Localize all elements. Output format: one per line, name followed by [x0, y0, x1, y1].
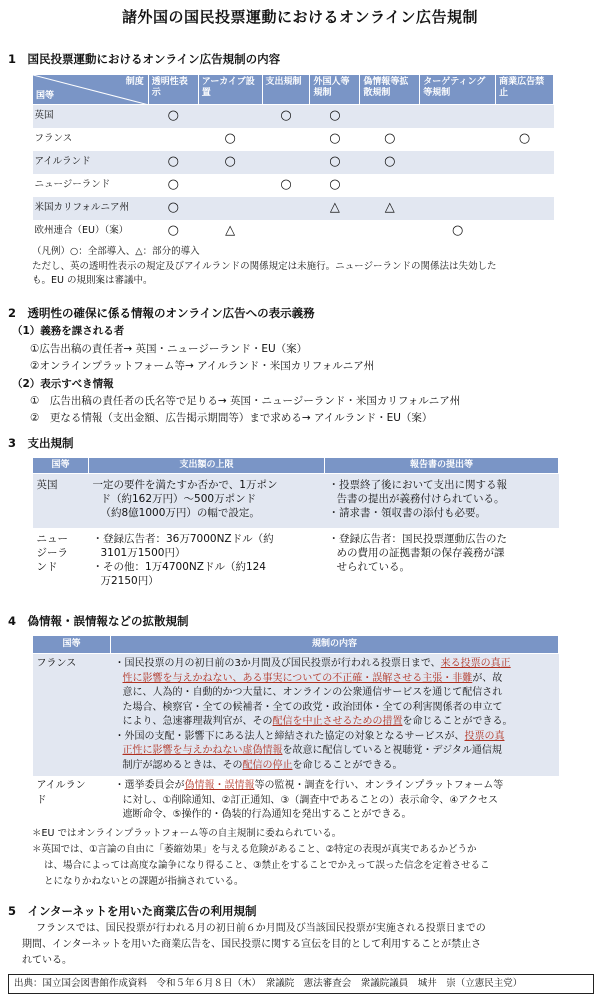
note-line: とになりかねないとの課題が指摘されている。	[44, 876, 244, 887]
row-country: 欧州連合（EU）（案）	[33, 220, 149, 243]
table-row	[33, 105, 554, 128]
adoption-cell	[496, 105, 554, 128]
partial-mark: △	[225, 222, 236, 238]
adoption-cell	[262, 197, 310, 220]
row-country: フランス	[33, 654, 111, 777]
full-mark: ○	[224, 130, 236, 146]
full-mark: ○	[329, 108, 341, 124]
adoption-cell	[198, 151, 262, 174]
row-country: アイルランド	[33, 151, 149, 174]
adoption-cell	[310, 174, 360, 197]
adoption-cell	[198, 128, 262, 151]
partial-mark: △	[329, 199, 340, 215]
note-line: は、場合によっては高度な論争になり得ること、③禁止をすることでかえって誤った信念を定着させるこ	[44, 860, 490, 871]
adoption-cell	[420, 220, 496, 243]
row-country: 英国	[33, 474, 89, 528]
table-row	[33, 174, 554, 197]
limit-cell: 一定の要件を満たすか否かで、1万ポン ド（約162万円）～500万ポンド （約8億1000万円）の幅で設定。	[89, 474, 325, 528]
full-mark: ○	[329, 176, 341, 192]
table-row	[33, 197, 554, 220]
full-mark: ○	[280, 176, 292, 192]
adoption-cell	[262, 220, 310, 243]
full-mark: ○	[167, 153, 179, 169]
adoption-cell	[262, 128, 310, 151]
list-item: ② 更なる情報（支出金額、広告掲示期間等）まで求める→ アイルランド・EU（案）	[30, 412, 433, 424]
adoption-cell	[420, 128, 496, 151]
partial-mark: △	[384, 199, 395, 215]
list-item: ① 広告出稿の責任者の氏名等で足りる→ 英国・ニュージーランド・米国カリフォルニア州	[30, 395, 461, 407]
column-header: 偽情報等拡散規制	[360, 75, 420, 105]
adoption-cell	[420, 151, 496, 174]
full-mark: ○	[280, 108, 292, 124]
full-mark: ○	[167, 176, 179, 192]
adoption-cell	[360, 151, 420, 174]
adoption-cell	[198, 220, 262, 243]
adoption-cell	[148, 197, 198, 220]
row-country: アイルラン ド	[33, 776, 111, 844]
full-mark: ○	[224, 153, 236, 169]
row-country: ニュージーランド	[33, 174, 149, 197]
list-item: ①広告出稿の責任者→ 英国・ニュージーランド・EU（案）	[30, 343, 308, 355]
paragraph-line: フランスでは、国民投票が行われる月の初日前６か月間及び当該国民投票が実施される投票日までの	[36, 923, 486, 934]
adoption-cell	[198, 174, 262, 197]
note-line: も。EU の規則案は審議中。	[32, 275, 153, 286]
corner-label-bottom: 国等	[36, 91, 55, 102]
section1-heading: 1 国民投票運動におけるオンライン広告規制の内容	[8, 52, 281, 66]
adoption-cell	[360, 197, 420, 220]
paragraph-line: 期間、インターネットを用いた商業広告を、国民投票に関する宣伝を目的として利用することが禁止さ	[22, 939, 482, 950]
adoption-cell	[310, 128, 360, 151]
adoption-table	[32, 74, 554, 243]
adoption-cell	[148, 105, 198, 128]
adoption-cell	[360, 128, 420, 151]
row-country: ニュー ジーラ ンド	[33, 528, 89, 593]
column-header: 商業広告禁止	[496, 75, 554, 105]
column-header: 報告書の提出等	[325, 458, 559, 474]
adoption-cell	[496, 151, 554, 174]
corner-label-top: 制度	[125, 77, 144, 87]
regulation-cell: ・国民投票の月の初日前の3か月間及び国民投票が行われる投票日まで、来る投票の真正 性に影響を与えかねない、ある事実についての不正確・誤解させる主張・非難が、故 意に、人為的・自動的かつ大量に、オンラインの公衆通信サービスを通じて配信され た場合、検察官・全ての候補者・全ての政党・政治団体・全ての利害関係者の申立て により、急速審理裁判官が、その配信を中止させるための措置を命じることができる。 ・外国の支配・影響下にある法人と締結された協定の対象となるサービスが、投票の真 正性に影響を与えかねない虚偽情報を故意に配信していると視聴覚・デジタル通信規 制庁が認めるときは、その配信の停止を命じることができる。	[111, 654, 559, 777]
column-header: 透明性表示	[148, 75, 198, 105]
column-header: 支出額の上限	[89, 458, 325, 474]
subheading: （1）義務を課される者	[12, 325, 125, 337]
table-row	[33, 528, 559, 593]
adoption-cell	[420, 105, 496, 128]
section4-heading: 4 偽情報・誤情報などの拡散規制	[8, 614, 189, 628]
full-mark: ○	[167, 222, 179, 238]
adoption-cell	[496, 128, 554, 151]
table-row	[33, 151, 554, 174]
adoption-cell	[262, 174, 310, 197]
column-header: アーカイブ設置	[198, 75, 262, 105]
row-country: 米国カリフォルニア州	[33, 197, 149, 220]
full-mark: ○	[329, 153, 341, 169]
adoption-cell	[496, 197, 554, 220]
note-line: ＊英国では、①言論の自由に「萎縮効果」を与える危険があること、②特定の表現が真実であるかどうか	[32, 844, 477, 855]
full-mark: ○	[384, 130, 396, 146]
full-mark: ○	[329, 130, 341, 146]
section2-heading: 2 透明性の確保に係る情報のオンライン広告への表示義務	[8, 306, 315, 320]
row-country: 英国	[33, 105, 149, 128]
column-header: 国等	[33, 458, 89, 474]
adoption-cell	[148, 151, 198, 174]
paragraph-line: れている。	[22, 955, 72, 966]
adoption-cell	[262, 105, 310, 128]
adoption-cell	[420, 197, 496, 220]
adoption-cell	[148, 174, 198, 197]
subheading: （2）表示すべき情報	[12, 378, 114, 390]
limit-cell: ・登録広告者：36万7000NZドル（約 3101万1500円） ・その他：1万4700NZドル（約124 万2150円）	[89, 528, 325, 593]
column-header: 規制の内容	[111, 636, 559, 654]
misinformation-table	[32, 635, 559, 844]
adoption-cell	[262, 151, 310, 174]
full-mark: ○	[518, 130, 531, 146]
note-line: ＊EU ではオンラインプラットフォーム等の自主規制に委ねられている。	[32, 828, 342, 839]
full-mark: ○	[384, 153, 396, 169]
table-row	[33, 128, 554, 151]
table-row	[33, 474, 559, 528]
table-row	[33, 220, 554, 243]
section5-heading: 5 インターネットを用いた商業広告の利用規制	[8, 904, 257, 918]
regulation-cell: ・選挙委員会が偽情報・誤情報等の監視・調査を行い、オンラインプラットフォーム等 に対し、①削除通知、②訂正通知、③（調査中であることの）表示命令、④アクセス 遮断命令、⑤操作的・偽装的行為通知を発出することができる。	[111, 776, 559, 844]
full-mark: ○	[167, 108, 179, 124]
adoption-cell	[310, 197, 360, 220]
adoption-cell	[310, 220, 360, 243]
report-cell: ・登録広告者：国民投票運動広告のた めの費用の証拠書類の保存義務が課 せられている。	[325, 528, 559, 593]
adoption-cell	[148, 220, 198, 243]
full-mark: ○	[451, 222, 464, 238]
adoption-cell	[148, 128, 198, 151]
column-header: 国等	[33, 636, 111, 654]
table-corner-cell	[33, 75, 149, 105]
column-header: ターゲティング等規制	[420, 75, 496, 105]
column-header: 支出規制	[262, 75, 310, 105]
adoption-cell	[198, 197, 262, 220]
adoption-cell	[310, 105, 360, 128]
page-title: 諸外国の国民投票運動におけるオンライン広告規制	[121, 8, 479, 26]
adoption-cell	[310, 151, 360, 174]
table-row	[33, 654, 559, 777]
section3-heading: 3 支出規制	[8, 436, 74, 450]
adoption-cell	[360, 174, 420, 197]
adoption-cell	[198, 105, 262, 128]
adoption-table-body	[33, 105, 554, 243]
note-line: ただし、英の透明性表示の規定及びアイルランドの関係規定は未施行。ニュージーランドの関係法は失効した	[32, 261, 497, 272]
source-footer: 出典：国立国会図書館作成資料 令和５年６月８日（木） 衆議院 憲法審査会 衆議院議員 城井 崇（立憲民主党）	[8, 974, 594, 994]
column-header: 外国人等規制	[310, 75, 360, 105]
spending-table	[32, 457, 559, 592]
full-mark: ○	[167, 199, 179, 215]
adoption-cell	[496, 174, 554, 197]
adoption-cell	[496, 220, 554, 243]
row-country: フランス	[33, 128, 149, 151]
list-item: ②オンラインプラットフォーム等→ アイルランド・米国カリフォルニア州	[30, 360, 375, 372]
report-cell: ・投票終了後において支出に関する報 告書の提出が義務付けられている。 ・請求書・領収書の添付も必要。	[325, 474, 559, 528]
adoption-cell	[420, 174, 496, 197]
adoption-cell	[360, 220, 420, 243]
legend: （凡例）○：全部導入、△：部分的導入	[32, 246, 200, 257]
adoption-cell	[360, 105, 420, 128]
